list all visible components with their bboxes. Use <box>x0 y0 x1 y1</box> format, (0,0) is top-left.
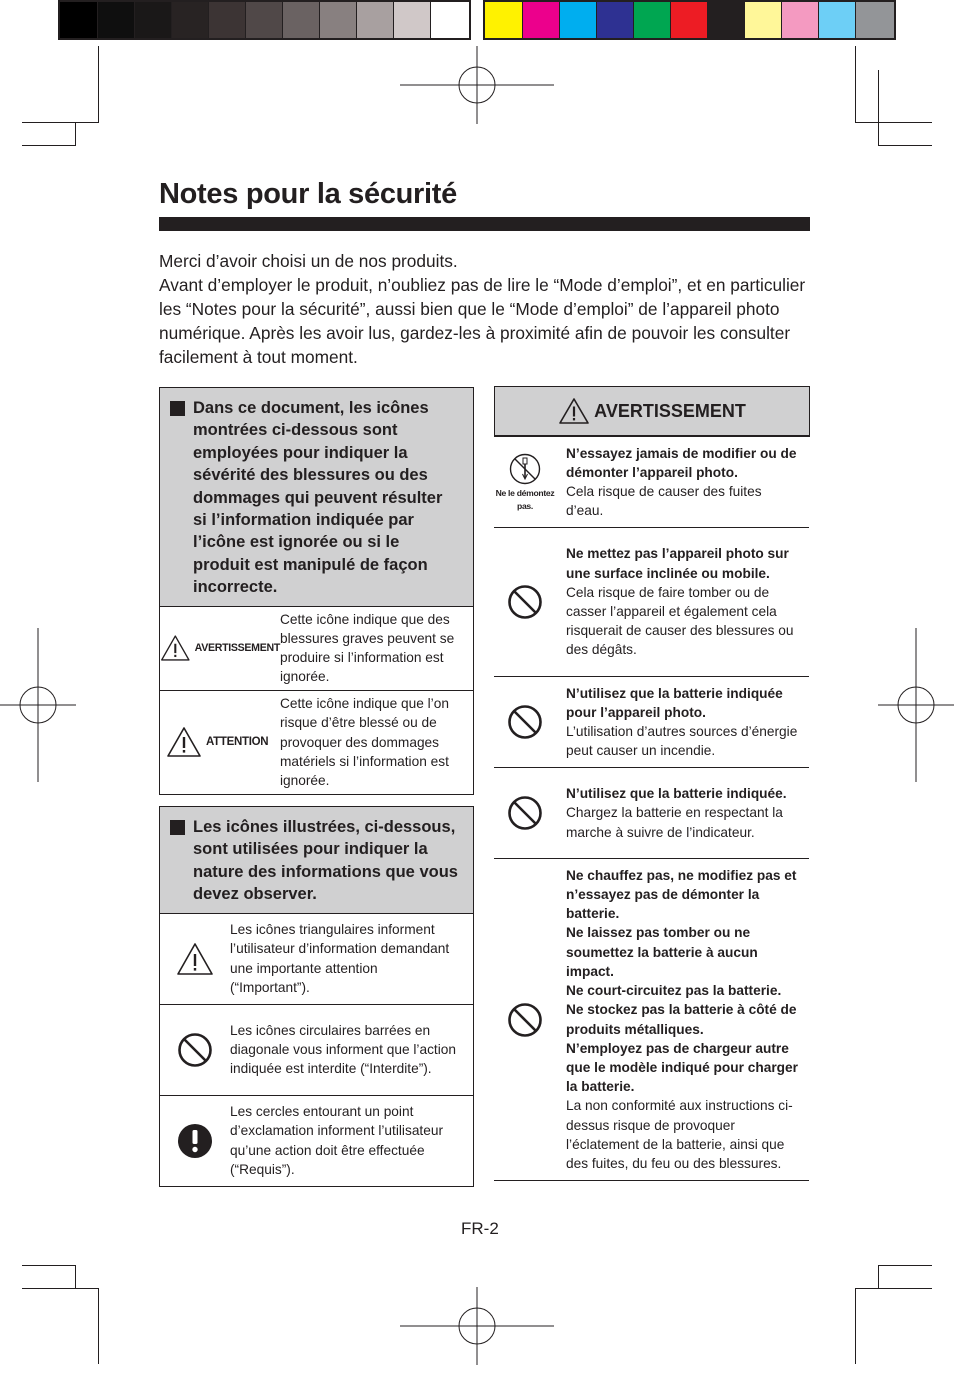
swatch <box>782 2 819 38</box>
warning-heading-text: AVERTISSEMENT <box>594 400 746 421</box>
warning-item <box>494 677 809 768</box>
crop-mark <box>855 1288 932 1289</box>
crop-mark <box>22 122 99 123</box>
do-not-disassemble-icon <box>508 452 542 486</box>
warning-item <box>494 437 809 528</box>
swatch <box>671 2 708 38</box>
warning-instruction: Ne court-circuitez pas la batterie. <box>566 983 782 999</box>
warning-instruction: Ne mettez pas l’appareil photo sur une surface inclinée ou mobile. <box>566 546 789 581</box>
swatch <box>485 2 523 38</box>
registration-mark-top <box>400 46 554 124</box>
warning-icon-cell <box>494 452 556 513</box>
square-bullet-icon <box>170 401 185 416</box>
box-heading-text: Les icônes illustrées, ci-dessous, sont utilisées pour indiquer la nature des informations que vous devez observer. <box>193 818 458 904</box>
prohibited-icon <box>507 795 543 831</box>
crop-mark <box>98 1288 99 1364</box>
legend-icon-cell <box>160 726 280 758</box>
swatch <box>246 2 283 38</box>
prohibited-icon <box>507 584 543 620</box>
legend-description: Cette icône indique que des blessures graves peuvent se produire si l’information est ignorée. <box>280 611 455 685</box>
legend-icon-cell <box>160 1123 230 1159</box>
swatch <box>708 2 745 38</box>
legend-icon-cell <box>160 632 280 664</box>
warning-instruction: Ne stockez pas la batterie à côté de produits métalliques. <box>566 1002 797 1037</box>
intro-text <box>159 249 809 369</box>
crop-mark <box>878 1265 879 1289</box>
severity-label: ATTENTION <box>206 736 269 749</box>
crop-mark <box>855 1288 856 1364</box>
crop-mark <box>75 122 76 146</box>
warning-item-text <box>566 444 802 521</box>
warning-consequence: L’utilisation d’autres sources d’énergie peut causer un incendie. <box>566 724 798 759</box>
swatch <box>98 2 135 38</box>
warning-item <box>494 528 809 677</box>
legend-icon-cell <box>160 942 230 976</box>
warning-consequence: Chargez la batterie en respectant la marche à suivre de l’indicateur. <box>566 805 783 840</box>
warning-consequence: La non conformité aux instructions ci-dessus risque de provoquer l’éclatement de la batterie, ainsi que des fuites, du feu ou des blessures. <box>566 1098 793 1171</box>
page-number: FR-2 <box>461 1219 499 1238</box>
warning-item-text <box>566 544 802 659</box>
warning-heading <box>494 386 810 437</box>
intro-line: Avant d’employer le produit, n’oubliez pas de lire le “Mode d’emploi”, et en particulier les “Notes pour la sécurité”, aussi bien que le “Mode d’emploi” de l’appareil photo numérique. Après les avoir lus, gardez-les à proximité afin de pouvoir les consulter facilement à tout moment. <box>159 275 806 367</box>
swatch <box>172 2 209 38</box>
legend-icon-cell <box>160 1032 230 1068</box>
warning-triangle-icon <box>558 397 590 425</box>
swatch <box>394 2 431 38</box>
swatch <box>745 2 782 38</box>
warning-icon-cell <box>494 795 556 831</box>
mandatory-icon <box>177 1123 213 1159</box>
prohibited-icon <box>507 1002 543 1038</box>
swatch <box>856 2 894 38</box>
legend-description: Les icônes circulaires barrées en diagonale vous informent que l’action indiquée est interdite (“Interdite”). <box>230 1022 456 1077</box>
swatch <box>60 2 98 38</box>
warning-icon-cell <box>494 1002 556 1038</box>
crop-mark <box>75 1265 76 1289</box>
warning-item-text <box>566 784 802 842</box>
warning-triangle-icon <box>160 632 191 664</box>
registration-mark-left <box>0 628 76 782</box>
warning-instruction: N’utilisez que la batterie indiquée pour l’appareil photo. <box>566 685 783 720</box>
swatch <box>523 2 560 38</box>
warning-icon-cell <box>494 704 556 740</box>
warning-item-text <box>566 684 802 761</box>
severity-icons-box <box>159 387 474 795</box>
swatch <box>283 2 320 38</box>
legend-row <box>160 1004 473 1095</box>
legend-row <box>160 606 473 690</box>
process-color-calibration-bar <box>483 0 896 40</box>
legend-row <box>160 1095 473 1186</box>
intro-line: Merci d’avoir choisi un de nos produits. <box>159 251 458 271</box>
crop-mark <box>855 122 932 123</box>
crop-mark <box>878 70 879 146</box>
warning-triangle-icon <box>176 942 214 976</box>
crop-mark <box>22 145 76 146</box>
prohibited-icon <box>507 704 543 740</box>
swatch <box>135 2 172 38</box>
warning-instruction: Ne chauffez pas, ne modifiez pas et n’essayez pas de démonter la batterie. <box>566 867 797 922</box>
crop-mark <box>22 1288 99 1289</box>
warning-triangle-icon <box>166 726 202 758</box>
swatch <box>209 2 246 38</box>
prohibited-icon <box>177 1032 213 1068</box>
warning-consequence: Cela risque de faire tomber ou de casser l’appareil et également cela risquerait de causer des blessures ou des dégâts. <box>566 584 794 658</box>
legend-description: Les cercles entourant un point d’exclamation informent l’utilisateur qu’une action doit être effectuée (“Requis”). <box>230 1104 444 1177</box>
swatch <box>597 2 634 38</box>
warning-consequence: Cela risque de causer des fuites d’eau. <box>566 484 762 519</box>
page-title: Notes pour la sécurité <box>159 178 457 210</box>
title-rule <box>159 217 810 231</box>
square-bullet-icon <box>170 820 185 835</box>
swatch <box>560 2 597 38</box>
severity-label: AVERTISSEMENT <box>194 642 280 655</box>
swatch <box>357 2 394 38</box>
box-heading <box>160 388 473 606</box>
crop-mark <box>878 1265 932 1266</box>
crop-mark <box>22 1265 76 1266</box>
swatch <box>819 2 856 38</box>
legend-row <box>160 690 473 794</box>
box-heading <box>160 807 473 913</box>
registration-mark-right <box>878 628 954 782</box>
legend-description: Cette icône indique que l’on risque d’être blessé ou de provoquer des dommages matériels si l’information est ignorée. <box>280 695 449 789</box>
swatch <box>634 2 671 38</box>
swatch <box>320 2 357 38</box>
crop-mark <box>878 145 932 146</box>
symbol-icons-box <box>159 806 474 1187</box>
box-heading-text: Dans ce document, les icônes montrées ci-dessous sont employées pour indiquer la sévérité des blessures ou des dommages qui peuvent résulter si l’information indiquée par l’icône est ignorée ou si le produit est manipulé de façon incorrecte. <box>193 399 443 597</box>
grayscale-calibration-bar <box>58 0 471 40</box>
warning-item <box>494 768 809 859</box>
warning-item-text <box>566 866 802 1173</box>
crop-mark <box>98 46 99 122</box>
warning-instruction: N’essayez jamais de modifier ou de démonter l’appareil photo. <box>566 445 797 480</box>
warning-instruction: Ne laissez pas tomber ou ne soumettez la batterie à aucun impact. <box>566 925 758 979</box>
warning-instruction: N’utilisez que la batterie indiquée. <box>566 786 787 802</box>
legend-row <box>160 913 473 1004</box>
warning-item <box>494 859 809 1181</box>
legend-description: Les icônes triangulaires informent l’utilisateur d’information demandant une importante attention (“Important”). <box>230 922 450 995</box>
icon-caption: Ne le démontez pas. <box>495 487 555 511</box>
warning-icon-cell <box>494 584 556 620</box>
registration-mark-bottom <box>400 1287 554 1365</box>
crop-mark <box>855 46 856 122</box>
warning-instruction: N’employez pas de chargeur autre que le modèle indiqué pour charger la batterie. <box>566 1040 798 1095</box>
swatch <box>431 2 469 38</box>
